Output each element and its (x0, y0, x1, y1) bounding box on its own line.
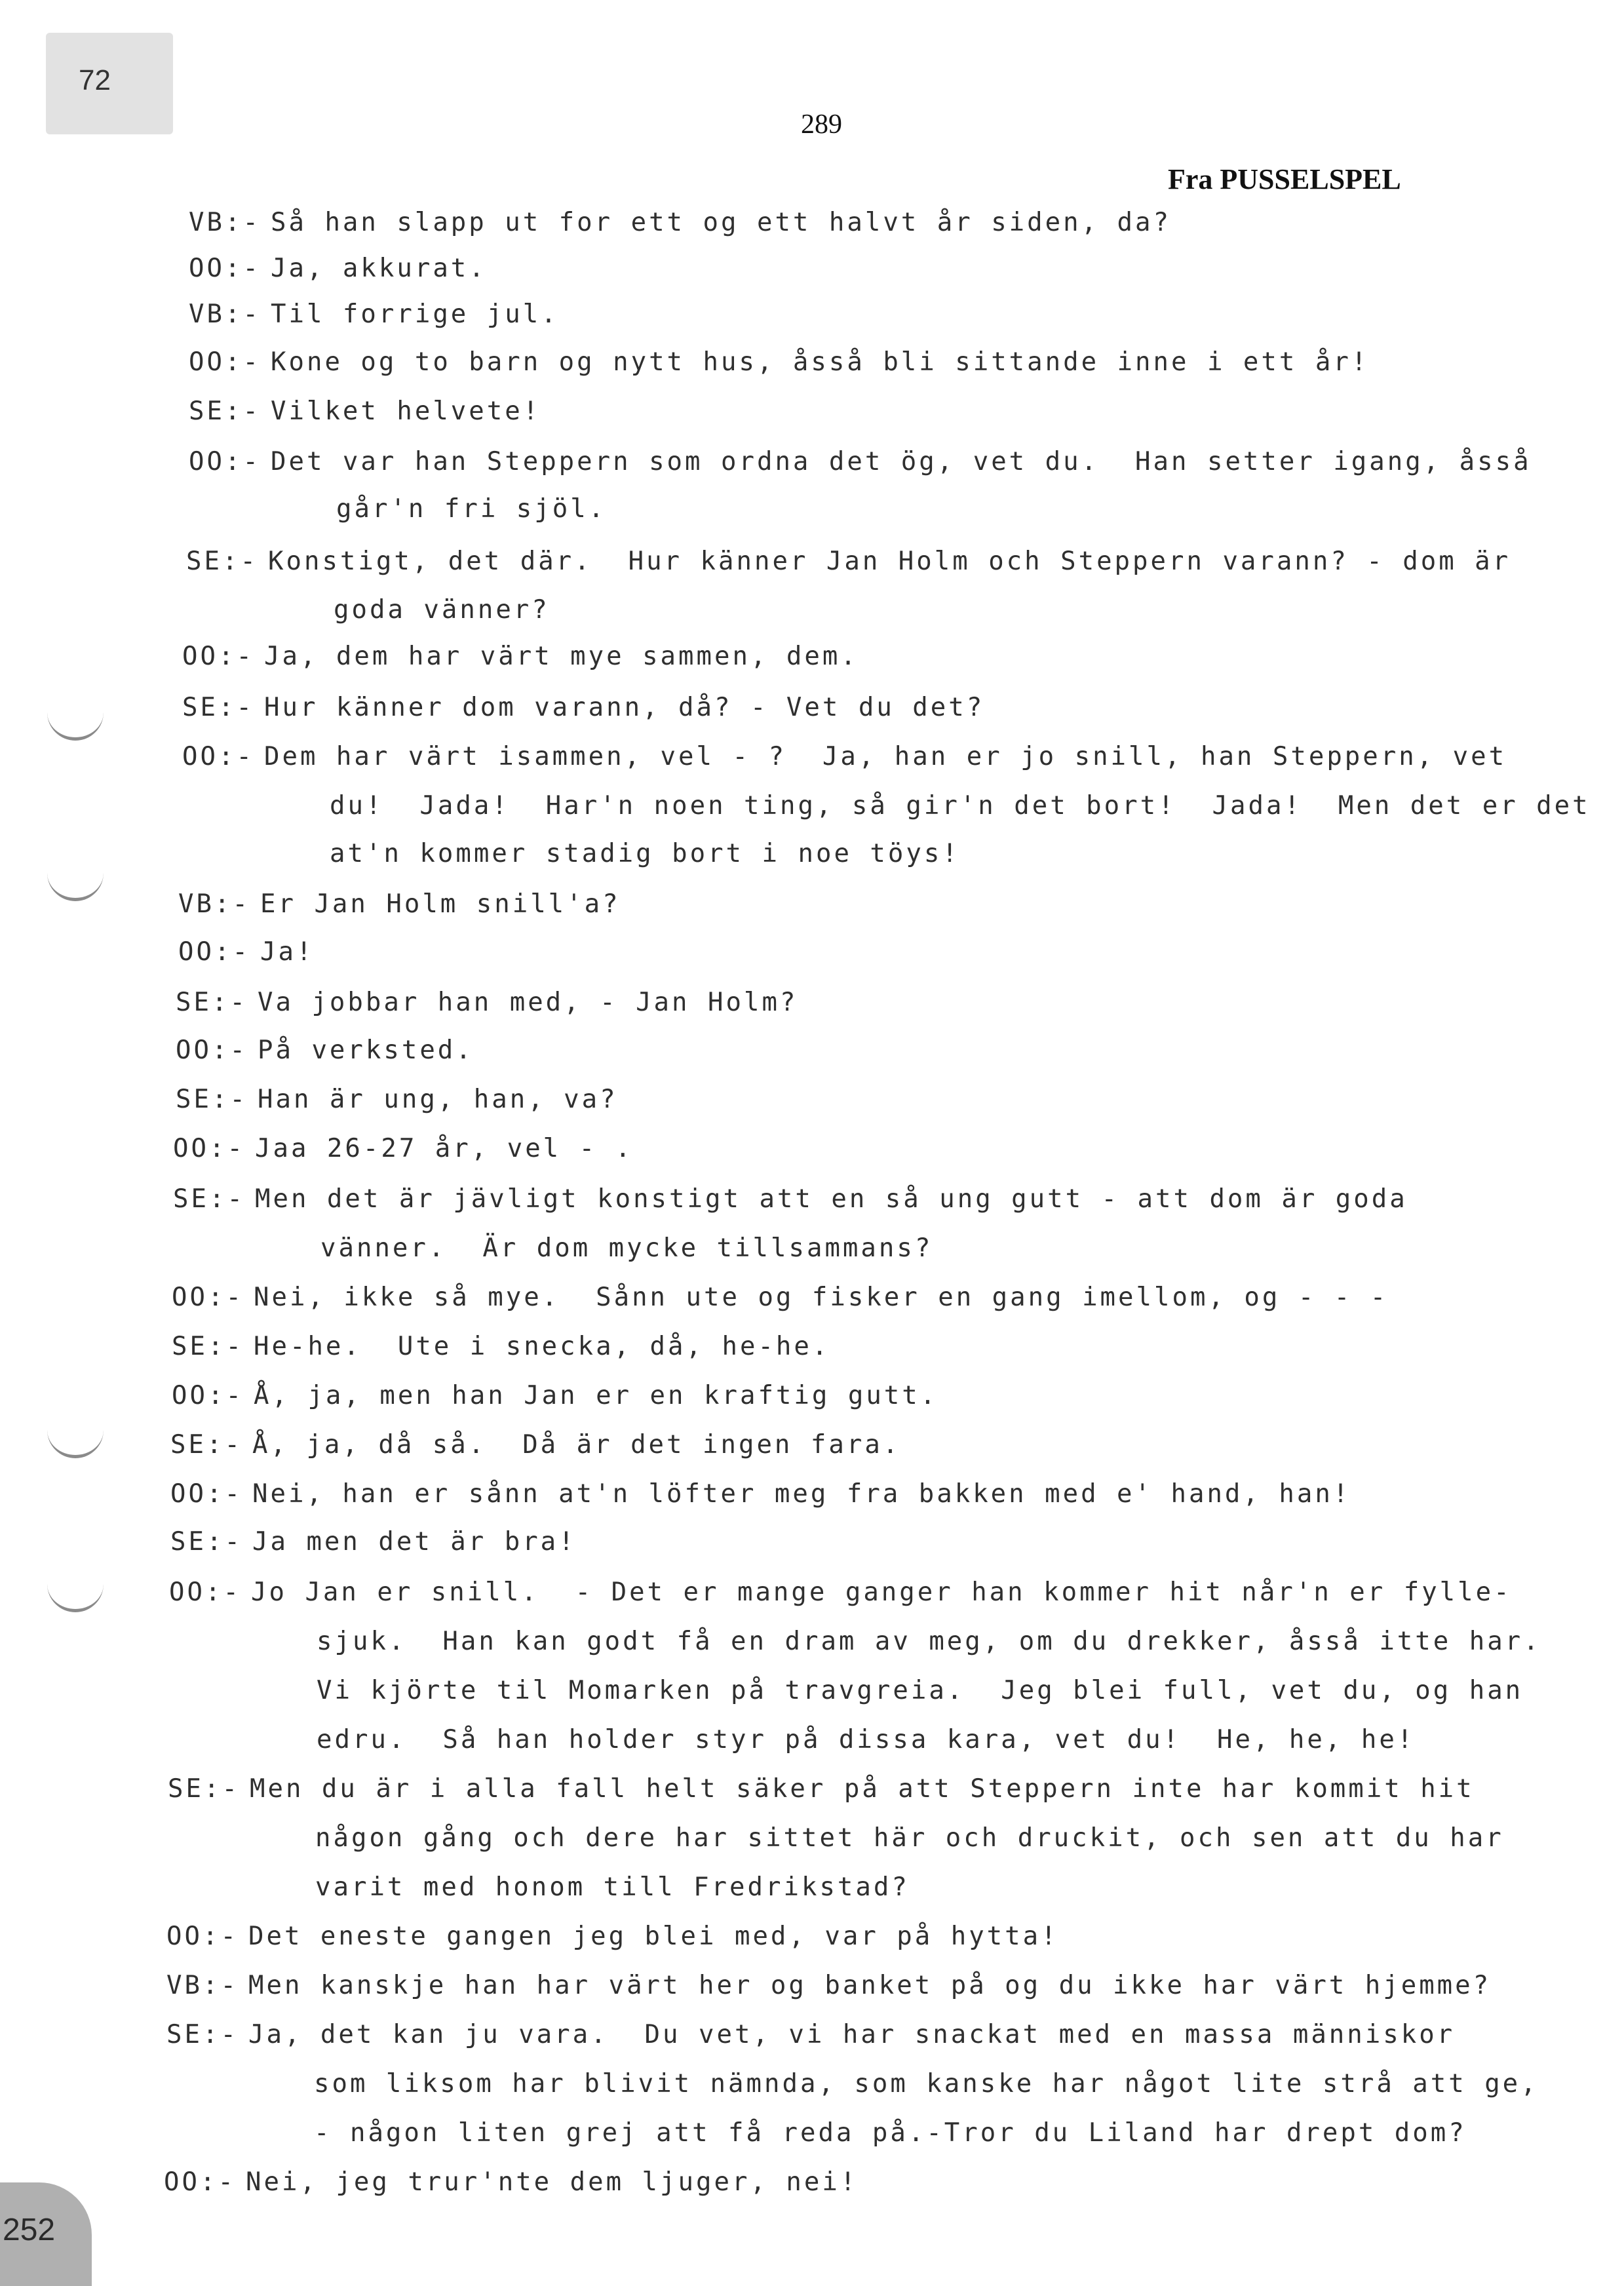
speaker-label: OO:- (189, 254, 261, 283)
speaker-label: SE:- (170, 1430, 242, 1460)
dialogue-text: Ja, dem har värt mye sammen, dem. (264, 642, 859, 671)
dialogue-text: som liksom har blivit nämnda, som kanske har något lite strå att ge, (314, 2069, 1539, 2099)
speaker-label: OO:- (189, 347, 261, 377)
dialogue-text: Jo Jan er snill. - Det er mange ganger han kommer hit når'n er fylle- (251, 1578, 1512, 1607)
dialogue-text: sjuk. Han kan godt få en dram av meg, om du drekker, åsså itte har. (317, 1627, 1541, 1656)
corner-number: 72 (79, 64, 111, 96)
speaker-label: VB:- (178, 889, 250, 919)
speaker-label: SE:- (168, 1774, 240, 1804)
dialogue-text: Er Jan Holm snill'a? (260, 889, 621, 919)
speaker-label: OO:- (182, 742, 254, 771)
dialogue-text: Ja, akkurat. (271, 254, 487, 283)
speaker-label: SE:- (173, 1184, 245, 1214)
dialogue-text: He-he. Ute i snecka, då, he-he. (254, 1332, 830, 1361)
dialogue-text: Å, ja, då så. Då är det ingen fara. (252, 1430, 901, 1460)
speaker-label: OO:- (166, 1922, 239, 1951)
speaker-label: OO:- (164, 2167, 236, 2197)
speaker-label: OO:- (182, 642, 254, 671)
dialogue-text: går'n fri sjöl. (336, 494, 607, 524)
dialogue-text: varit med honom till Fredrikstad? (315, 1872, 910, 1902)
dialogue-text: Konstigt, det där. Hur känner Jan Holm och Steppern varann? - dom är (268, 547, 1511, 576)
dialogue-text: Til forrige jul. (271, 300, 559, 329)
dialogue-text: Så han slapp ut for ett og ett halvt år siden, da? (271, 208, 1171, 237)
speaker-label: VB:- (189, 208, 261, 237)
dialogue-text: Kone og to barn og nytt hus, åsså bli sittande inne i ett år! (271, 347, 1370, 377)
speaker-label: SE:- (172, 1332, 244, 1361)
speaker-label: OO:- (178, 937, 250, 967)
dialogue-text: Jaa 26-27 år, vel - . (255, 1134, 634, 1163)
dialogue-text: någon gång och dere har sittet här och druckit, och sen att du har (315, 1823, 1504, 1853)
dialogue-text: Vi kjörte til Momarken på travgreia. Jeg blei full, vet du, og han (317, 1676, 1524, 1705)
dialogue-text: Ja! (260, 937, 315, 967)
dialogue-text: Dem har värt isammen, vel - ? Ja, han er jo snill, han Steppern, vet (264, 742, 1507, 771)
dialogue-text: Det eneste gangen jeg blei med, var på hytta! (248, 1922, 1059, 1951)
dialogue-text: Det var han Steppern som ordna det ög, vet du. Han setter igang, åsså (271, 447, 1532, 476)
speaker-label: SE:- (176, 1085, 248, 1114)
source-label: Fra PUSSELSPEL (1168, 163, 1401, 195)
dialogue-text: du! Jada! Har'n noen ting, så gir'n det bort! Jada! Men det er det (330, 791, 1591, 821)
dialogue-text: Va jobbar han med, - Jan Holm? (258, 988, 798, 1017)
speaker-label: VB:- (166, 1971, 239, 2000)
dialogue-text: goda vänner? (334, 595, 550, 625)
dialogue-text: Ja, det kan ju vara. Du vet, vi har snackat med en massa människor (248, 2020, 1456, 2049)
speaker-label: OO:- (170, 1479, 242, 1509)
speaker-label: SE:- (182, 693, 254, 722)
dialogue-text: Men det är jävligt konstigt att en så ung gutt - att dom är goda (255, 1184, 1408, 1214)
speaker-label: SE:- (189, 397, 261, 426)
dialogue-text: Ja men det är bra! (252, 1527, 577, 1557)
dialogue-text: Nei, jeg trur'nte dem ljuger, nei! (246, 2167, 859, 2197)
dialogue-text: Å, ja, men han Jan er en kraftig gutt. (254, 1381, 938, 1410)
dialogue-text: Men kanskje han har värt her og banket på og du ikke har värt hjemme? (248, 1971, 1492, 2000)
dialogue-text: edru. Så han holder styr på dissa kara, vet du! He, he, he! (317, 1725, 1416, 1754)
speaker-label: OO:- (172, 1283, 244, 1312)
speaker-label: SE:- (170, 1527, 242, 1557)
speaker-label: OO:- (189, 447, 261, 476)
dialogue-text: - någon liten grej att få reda på.-Tror du Liland har drept dom? (314, 2118, 1467, 2148)
speaker-label: OO:- (169, 1578, 241, 1607)
dialogue-text: På verksted. (258, 1036, 474, 1065)
speaker-label: OO:- (176, 1036, 248, 1065)
dialogue-text: Men du är i alla fall helt säker på att Steppern inte har kommit hit (250, 1774, 1475, 1804)
speaker-label: SE:- (176, 988, 248, 1017)
speaker-label: SE:- (186, 547, 258, 576)
dialogue-text: Vilket helvete! (271, 397, 541, 426)
dialogue-text: at'n kommer stadig bort i noe töys! (330, 839, 960, 868)
speaker-label: OO:- (173, 1134, 245, 1163)
bottom-number: 252 (3, 2213, 56, 2247)
dialogue-text: Nei, ikke så mye. Sånn ute og fisker en gang imellom, og - - - (254, 1283, 1389, 1312)
page-number: 289 (801, 109, 842, 140)
speaker-label: SE:- (166, 2020, 239, 2049)
speaker-label: VB:- (189, 300, 261, 329)
dialogue-text: vänner. Är dom mycke tillsammans? (320, 1233, 933, 1263)
dialogue-text: Hur känner dom varann, då? - Vet du det? (264, 693, 985, 722)
dialogue-text: Han är ung, han, va? (258, 1085, 618, 1114)
speaker-label: OO:- (172, 1381, 244, 1410)
dialogue-text: Nei, han er sånn at'n löfter meg fra bakken med e' hand, han! (252, 1479, 1351, 1509)
